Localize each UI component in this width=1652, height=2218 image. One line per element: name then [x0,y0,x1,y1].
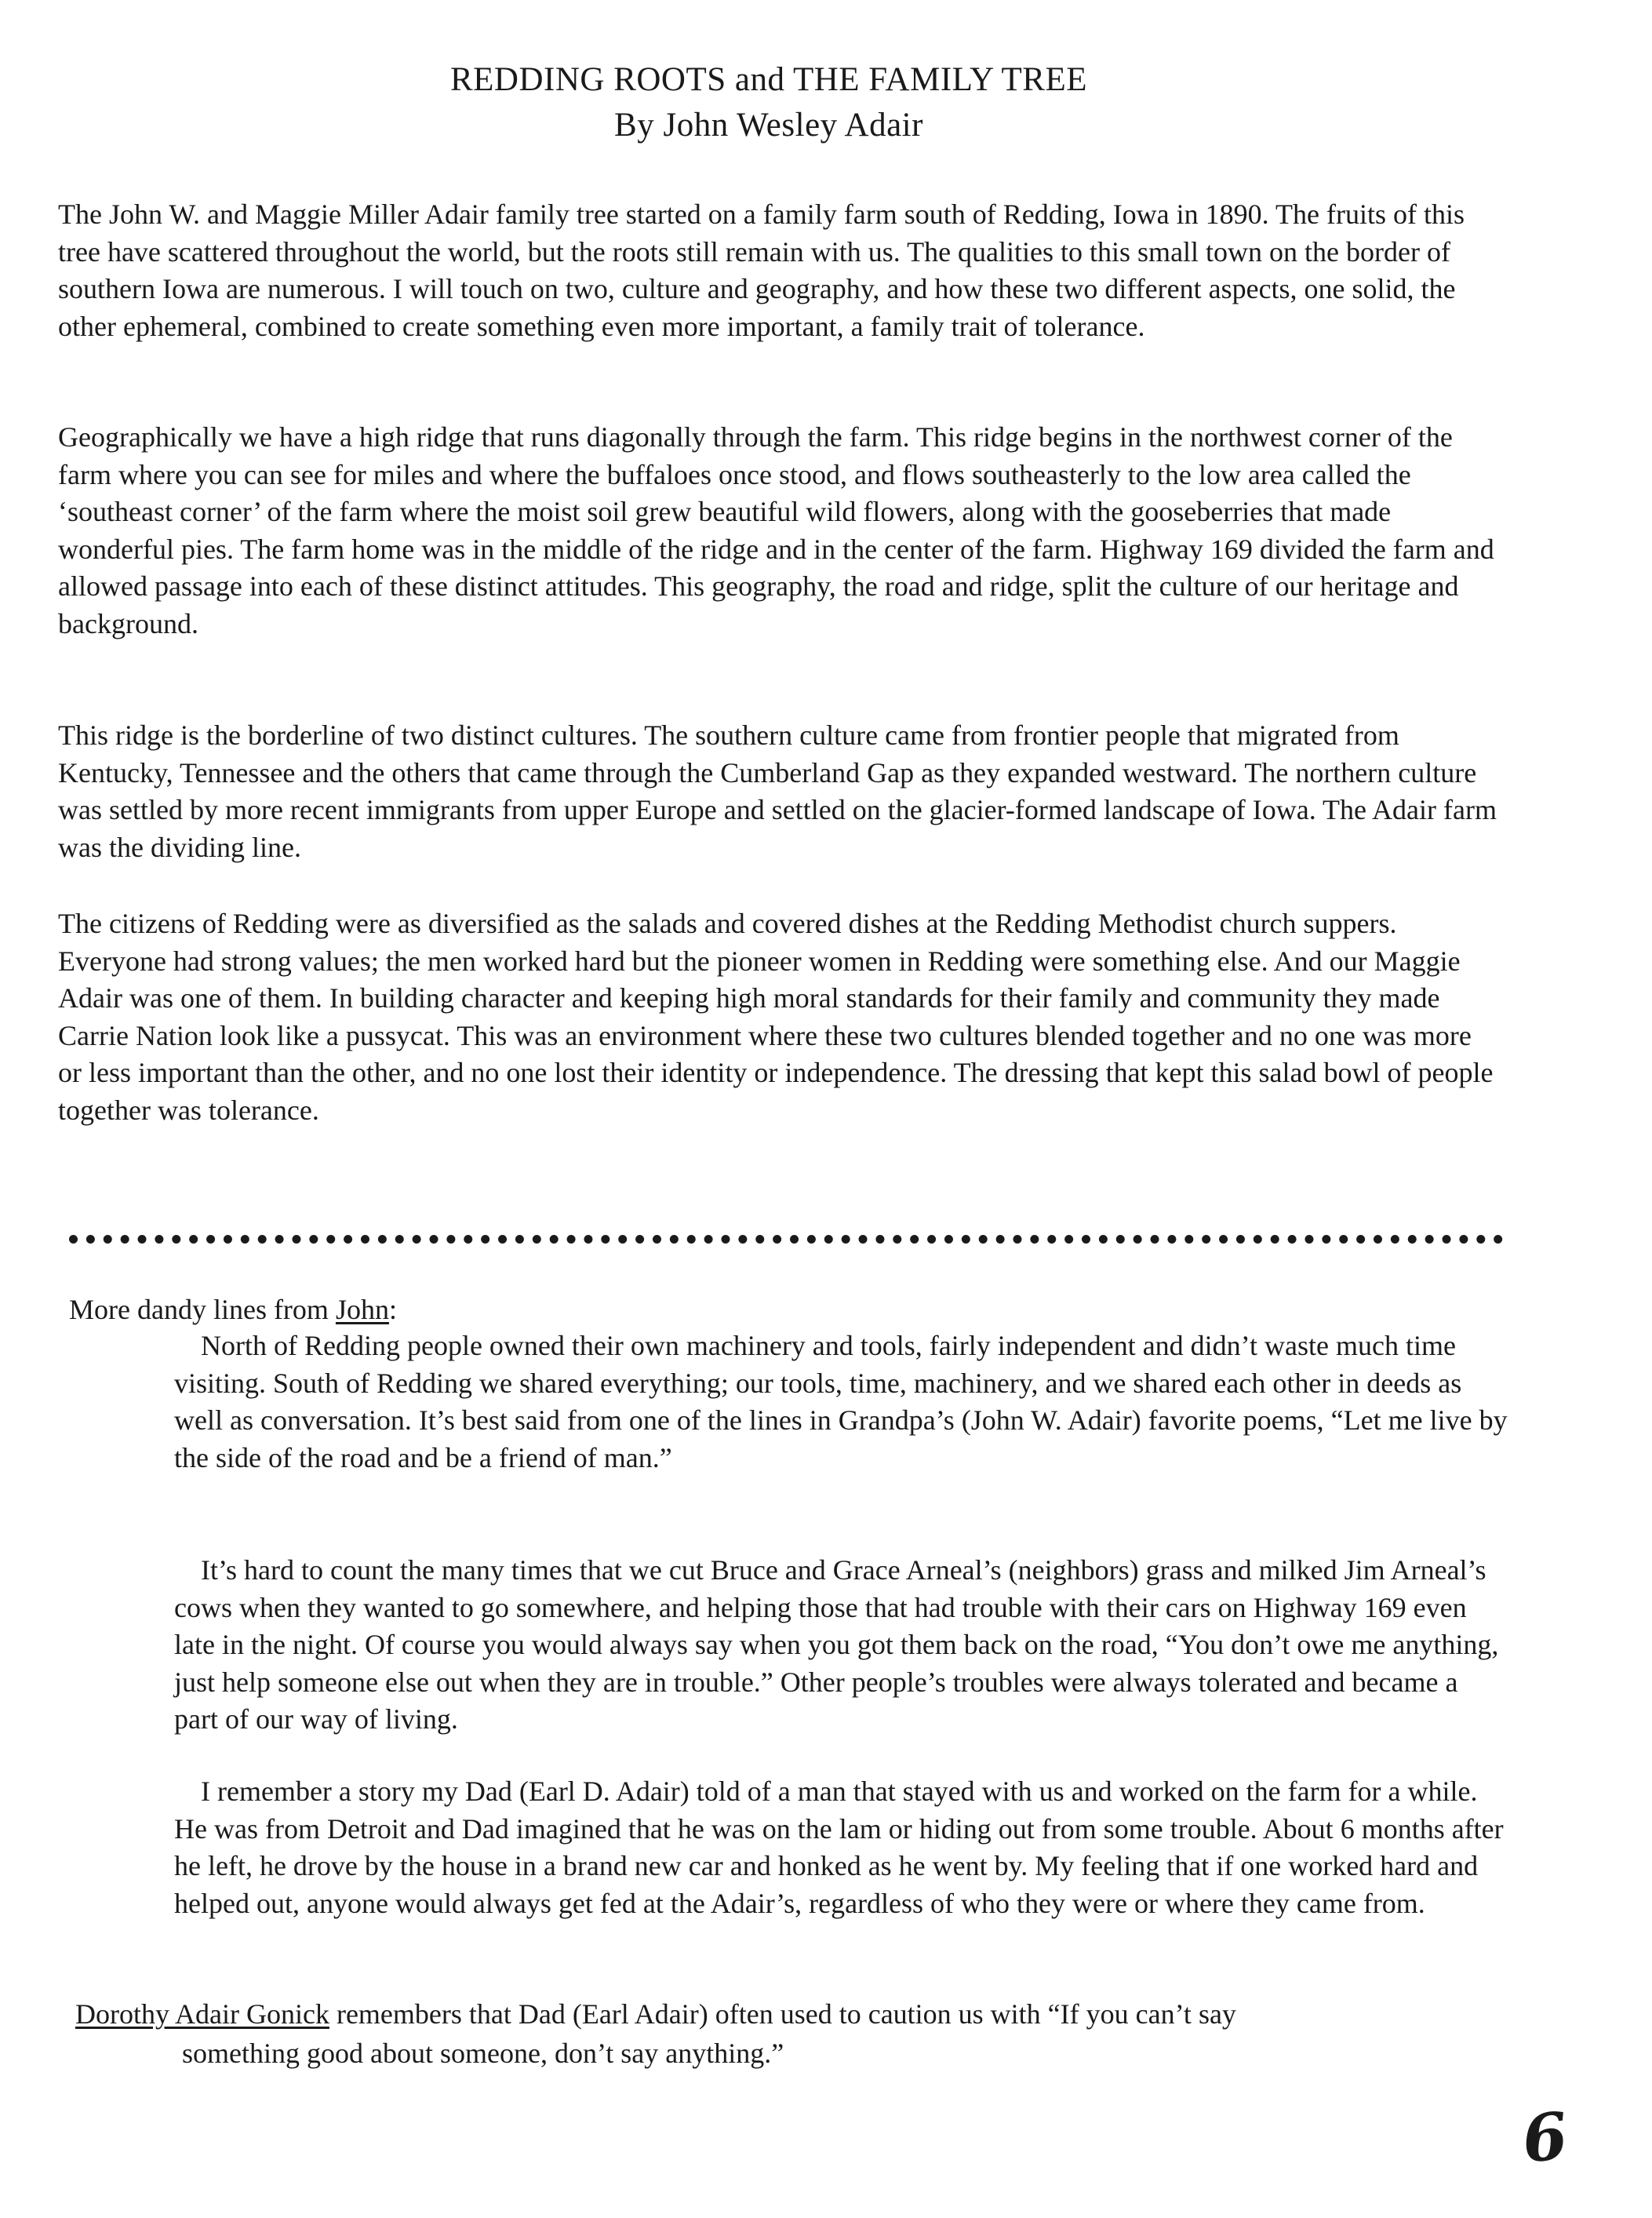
john-line-detroit-story [174,1773,1508,1922]
intro-prefix: More dandy lines from [69,1294,336,1325]
paragraph-geography: Geographically we have a high ridge that runs diagonally through the farm. This ridge begins in the northwest corner of the farm where you can see for miles and where the buffaloes once stood, and flows southeasterly to the low area called the ‘southeast corner’ of the farm where the moist soil grew beautiful wild flowers, along with the gooseberries that made wonderful pies. The farm home was in the middle of the ridge and in the center of the farm. Highway 169 divided the farm and allowed passage into each of these distinct attitudes. This geography, the road and ridge, split the culture of our heritage and background. [58,421,1494,639]
paragraph-cultures: This ridge is the borderline of two distinct cultures. The southern culture came from frontier people that migrated from Kentucky, Tennessee and the others that came through the Cumberland Gap as they expanded westward. The northern culture was settled by more recent immigrants from upper Europe and settled on the glacier-formed landscape of Iowa. The Adair farm was the dividing line. [58,719,1497,863]
john-line-neighbors [174,1552,1508,1739]
byline: By John Wesley Adair [614,107,923,144]
dotted-divider [69,1235,1503,1244]
john-line-sharing-text: North of Redding people owned their own machinery and tools, fairly independent and didn’t waste much time visiting. South of Redding we shared everything; our tools, time, machinery, and we shared each other in deeds as well as conversation. It’s best said from one of the lines in Grandpa’s (John W. Adair) favorite poems, “Let me live by the side of the road and be a friend of man.” [174,1330,1508,1473]
paragraph-family-tree: The John W. and Maggie Miller Adair family tree started on a family farm south of Redding, Iowa in 1890. The fruits of this tree have scattered throughout the world, but the roots still remain with us. The qualities to this small town on the border of southern Iowa are numerous. I will touch on two, culture and geography, and how these two different aspects, one solid, the other ephemeral, combined to create something even more important, a family trait of tolerance. [58,198,1465,342]
intro-suffix: : [388,1294,397,1325]
john-line-detroit-story-text: I remember a story my Dad (Earl D. Adair) told of a man that stayed with us and worked on the farm for a while. He was from Detroit and Dad imagined that he was on the lam or hiding out from some trouble. About 6 months after he left, he drove by the house in a brand new car and honked as he went by. My feeling that if one worked hard and helped out, anyone would always get fed at the Adair’s, regardless of who they were or where they came from. [174,1775,1504,1919]
john-line-sharing [174,1328,1508,1477]
document-title: REDDING ROOTS and THE FAMILY TREE [449,61,1088,98]
dorothy-line1: remembers that Dad (Earl Adair) often used to caution us with “If you can’t say [329,1998,1236,2030]
dorothy-quote-continued: something good about someone, don’t say anything.” [182,2038,784,2069]
handwritten-page-number: 6 [1519,2098,1571,2178]
john-line-neighbors-text: It’s hard to count the many times that we cut Bruce and Grace Arneal’s (neighbors) grass and milked Jim Arneal’s cows when they wanted to go somewhere, and helping those that had trouble with their cars on Highway 169 even late in the night. Of course you would always say when you got them back on the road, “You don’t owe me anything, just help someone else out when they are in trouble.” Other people’s troubles were always tolerated and became a part of our way of living. [174,1554,1499,1735]
paragraph-citizens: The citizens of Redding were as diversified as the salads and covered dishes at the Redding Methodist church suppers. Everyone had strong values; the men worked hard but the pioneer women in Redding were something else. And our Maggie Adair was one of them. In building character and keeping high moral standards for their family and community they made Carrie Nation look like a pussycat. This was an environment where these two cultures blended together and no one was more or less important than the other, and no one lost their identity or independence. The dressing that kept this salad bowl of people together was tolerance. [58,908,1494,1126]
dorothy-name: Dorothy Adair Gonick [75,1998,329,2030]
dorothy-quote [75,1996,1511,2033]
more-lines-intro [69,1291,397,1328]
intro-name: John [335,1294,389,1325]
